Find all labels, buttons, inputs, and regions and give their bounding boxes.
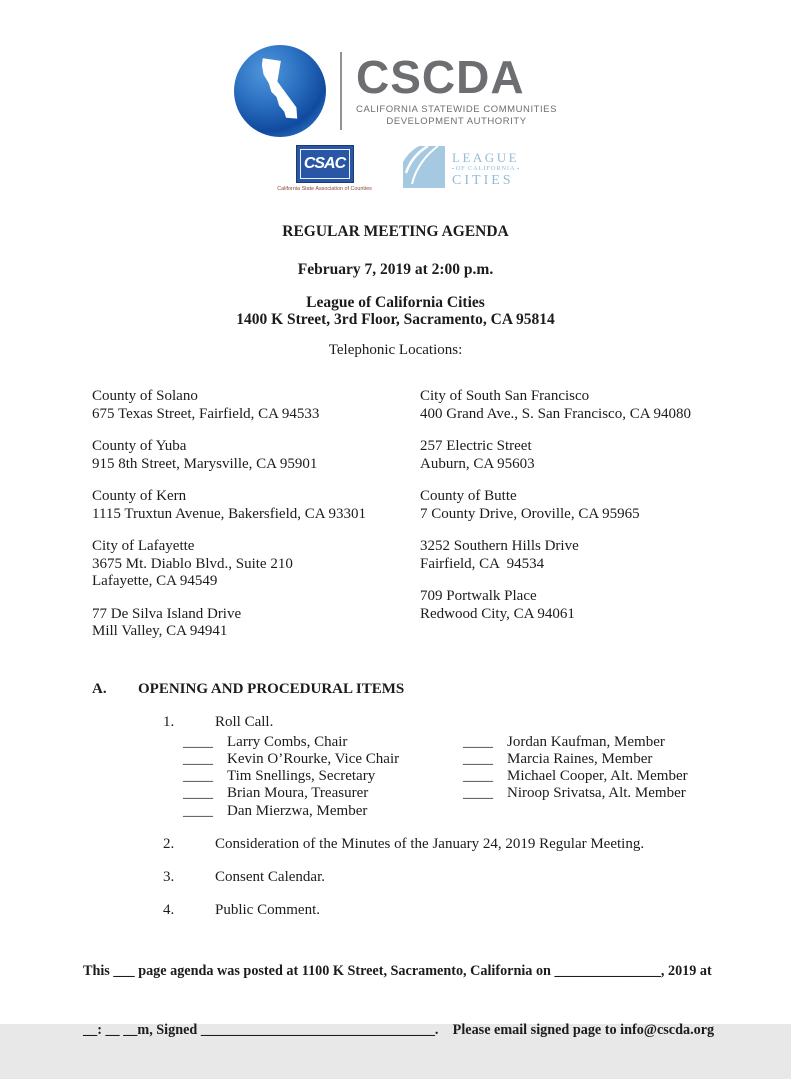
roll-call-name: Larry Combs, Chair [227,733,348,750]
location-entry [92,388,420,423]
location-line: County of Yuba [92,438,187,454]
roll-call-row [183,785,463,802]
location-line: 675 Texas Street, Fairfield, CA 94533 [92,405,320,422]
location-line: 400 Grand Ave., S. San Francisco, CA 94080 [420,405,691,422]
roll-call-blank: ____ [463,733,493,750]
roll-call-blank: ____ [463,785,493,802]
partner-logos [0,145,791,203]
location-entry [92,438,420,473]
cscda-logo [0,0,791,137]
roll-call-name: Michael Cooper, Alt. Member [507,768,688,785]
roll-call-row [183,751,463,768]
location-entry [92,538,420,591]
document-title: REGULAR MEETING AGENDA [282,223,509,240]
roll-call-row [183,734,463,751]
cscda-tagline [356,104,557,128]
agenda-item-4 [0,902,791,919]
location-line: Fairfield, CA 94534 [420,555,545,572]
roll-call-right-column [463,734,688,820]
roll-call-name: Niroop Srivatsa, Alt. Member [507,785,686,802]
location-line: Lafayette, CA 94549 [92,573,218,589]
item-number: 4. [163,901,175,918]
venue-address: 1400 K Street, 3rd Floor, Sacramento, CA 95814 [236,311,555,328]
item-number: 1. [163,713,175,730]
posting-notice-line1: This ___ page agenda was posted at 1100 K Street, Sacramento, California on _______________, 2019 at [83,963,712,979]
roll-call-name: Kevin O’Rourke, Vice Chair [227,750,400,767]
item-text: Consideration of the Minutes of the January 24, 2019 Regular Meeting. [215,835,645,852]
posting-notice [83,923,714,1079]
league-line3: CITIES [452,173,514,188]
telephonic-locations [0,388,791,656]
league-line2: OF CALIFORNIA [452,164,519,173]
location-line: 3252 Southern Hills Drive [420,538,579,554]
roll-call-row [463,768,688,785]
location-entry [420,438,791,473]
roll-call-blank: ____ [463,768,493,785]
location-line: 257 Electric Street [420,438,532,454]
agenda-item-2 [0,836,791,853]
cscda-tagline-line2: DEVELOPMENT AUTHORITY [386,116,527,127]
title-block [0,223,791,359]
csac-acronym: CSAC [303,155,346,172]
telephonic-locations-label: Telephonic Locations: [328,342,463,358]
location-line: City of South San Francisco [420,388,590,404]
roll-call-blank: ____ [183,802,213,819]
location-line: 77 De Silva Island Drive [92,605,242,622]
location-line: Auburn, CA 95603 [420,455,535,472]
roll-call-row [183,768,463,785]
location-line: Mill Valley, CA 94941 [92,623,228,639]
location-entry [420,488,791,523]
location-line: 915 8th Street, Marysville, CA 95901 [92,455,318,472]
location-entry [92,488,420,523]
location-entry [420,588,791,623]
location-entry [420,388,791,423]
logo-divider [340,52,342,130]
csac-caption: California State Association of Counties [277,186,372,192]
roll-call-row [183,803,463,820]
locations-left-column [92,388,420,656]
roll-call-name: Jordan Kaufman, Member [507,733,665,750]
roll-call-row [463,785,688,802]
section-letter: A. [92,680,107,697]
location-line: City of Lafayette [92,538,195,554]
roll-call-blank: ____ [183,733,213,750]
roll-call-name: Brian Moura, Treasurer [227,785,369,802]
location-entry [420,538,791,573]
league-line1: LEAGUE [452,150,520,165]
item-text: Roll Call. [215,713,274,730]
section-title: OPENING AND PROCEDURAL ITEMS [138,680,405,697]
roll-call-left-column [183,734,463,820]
location-line: County of Solano [92,388,198,404]
location-entry [92,606,420,641]
location-line: County of Kern [92,488,187,504]
location-line: Redwood City, CA 94061 [420,605,575,622]
league-swoosh-icon [403,146,445,193]
item-number: 3. [163,868,175,885]
meeting-datetime: February 7, 2019 at 2:00 p.m. [297,261,494,278]
location-line: 7 County Drive, Oroville, CA 95965 [420,505,640,522]
locations-right-column [420,388,791,656]
item-text: Consent Calendar. [215,868,325,885]
roll-call-blank: ____ [463,750,493,767]
roll-call-blank: ____ [183,785,213,802]
cscda-tagline-line1: CALIFORNIA STATEWIDE COMMUNITIES [356,104,557,115]
section-heading [0,681,791,698]
location-line: County of Butte [420,488,517,504]
roll-call-name: Dan Mierzwa, Member [227,802,368,819]
roll-call-blank: ____ [183,750,213,767]
csac-logo [272,145,377,192]
item-text: Public Comment. [215,901,320,918]
roll-call-name: Tim Snellings, Secretary [227,768,376,785]
item-number: 2. [163,835,175,852]
league-of-california-cities-logo [403,146,519,193]
agenda-section-a [0,681,791,919]
roll-call-list [0,734,791,820]
roll-call-blank: ____ [183,768,213,785]
location-line: 3675 Mt. Diablo Blvd., Suite 210 [92,555,293,572]
roll-call-row [463,734,688,751]
roll-call-name: Marcia Raines, Member [507,750,653,767]
california-globe-icon [234,45,326,137]
posting-notice-line2: __: __ __m, Signed _________________________________. Please email signed page to info@cscda.org [83,1021,715,1038]
location-line: 709 Portwalk Place [420,588,537,604]
agenda-item-1 [0,714,791,731]
venue-name: League of California Cities [306,294,485,311]
cscda-acronym: CSCDA [356,51,525,103]
location-line: 1115 Truxtun Avenue, Bakersfield, CA 93301 [92,505,367,522]
csac-logo-box [296,145,354,183]
agenda-item-3 [0,869,791,886]
cscda-wordmark [356,51,557,128]
roll-call-row [463,751,688,768]
league-wordmark [452,151,519,188]
